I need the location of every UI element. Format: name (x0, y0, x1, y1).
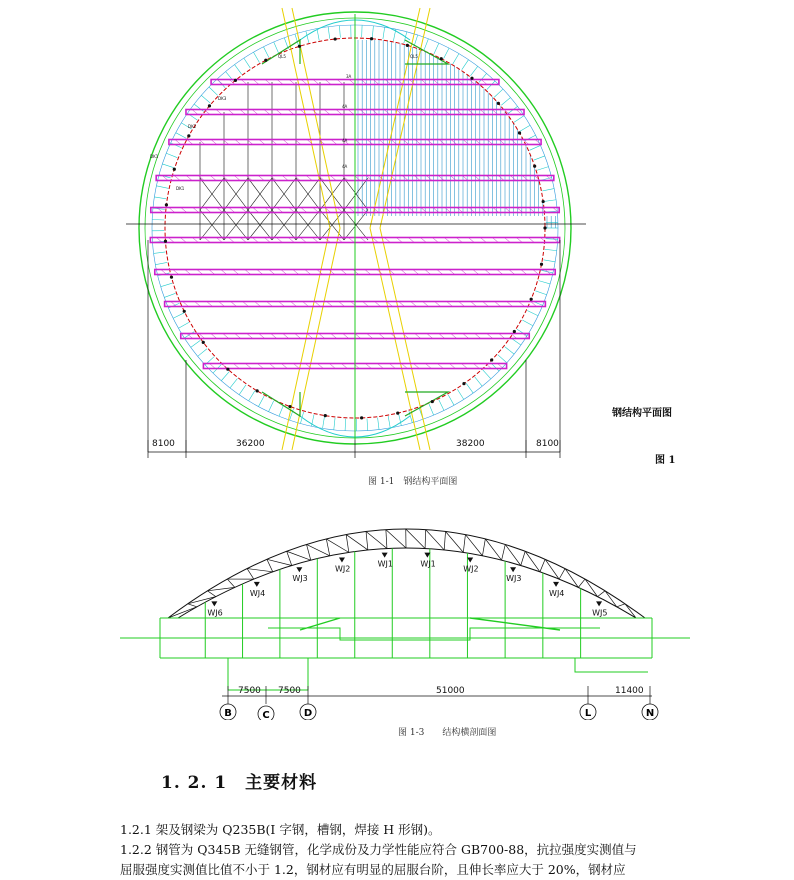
plan-caption: 图 1-1 钢结构平面图 (368, 474, 457, 487)
section-linework (120, 529, 690, 720)
truss-label: WJ6 (207, 608, 222, 617)
paragraph-3: 屈服强度实测值比值不小于 1.2，钢材应有明显的屈服台阶，且伸长率应大于 20%，钢材应 (120, 860, 790, 880)
svg-text:QL5: QL5 (410, 54, 418, 59)
truss-label: WJ5 (592, 608, 607, 617)
svg-text:3A: 3A (346, 74, 352, 79)
section-dimension-51000: 51000 (436, 686, 465, 696)
axis-label-d: D (304, 708, 312, 719)
svg-text:4A: 4A (342, 104, 348, 109)
section-heading: 1. 2. 1 主要材料 (161, 768, 317, 793)
section-dimension-labels (238, 686, 644, 696)
plan-title-label: 钢结构平面图 (612, 404, 672, 419)
truss-label: WJ1 (378, 560, 393, 569)
truss-label: WJ2 (463, 564, 478, 573)
svg-text:DK1: DK1 (176, 186, 185, 191)
paragraph-1: 1.2.1 架及钢梁为 Q235B(I 字钢，槽钢，焊接 H 形钢)。 (120, 820, 790, 840)
svg-text:DK3: DK3 (218, 96, 227, 101)
truss-label: WJ2 (335, 564, 350, 573)
axis-label-n: N (646, 708, 654, 719)
support-marker-icon (553, 582, 559, 587)
truss-label: WJ3 (506, 574, 521, 583)
paragraph-2: 1.2.2 钢管为 Q345B 无缝钢管，化学成份及力学性能应符合 GB700-88，抗拉强度实测值与 (120, 840, 790, 860)
structural-cross-section-drawing (0, 490, 794, 720)
support-marker-icon (382, 553, 388, 558)
svg-text:4A: 4A (342, 164, 348, 169)
svg-text:4A: 4A (342, 138, 348, 143)
plan-dimension-36200: 36200 (236, 439, 265, 449)
plan-dimension-8100-left: 8100 (152, 439, 175, 449)
section-dimension-7500-a: 7500 (238, 686, 261, 696)
axis-labels (224, 708, 654, 720)
support-marker-icon (211, 601, 217, 606)
plan-dimension-8100-right: 8100 (536, 439, 559, 449)
plan-linework (126, 8, 586, 458)
support-marker-icon (596, 601, 602, 606)
axis-label-l: L (585, 708, 592, 719)
axis-label-b: B (224, 708, 232, 719)
truss-label: WJ4 (250, 589, 265, 598)
truss-label: WJ1 (420, 560, 435, 569)
plan-figure-label: 图 1 (655, 451, 675, 466)
section-caption: 图 1-3 结构横剖面图 (398, 725, 496, 738)
svg-text:DK1: DK1 (150, 154, 159, 159)
svg-text:DK2: DK2 (188, 124, 197, 129)
truss-label: WJ4 (549, 589, 564, 598)
axis-label-c: C (262, 710, 269, 720)
section-dimension-7500-b: 7500 (278, 686, 301, 696)
plan-dimension-38200: 38200 (456, 439, 485, 449)
svg-text:QL5: QL5 (278, 54, 286, 59)
support-marker-icon (467, 557, 473, 562)
support-marker-icon (254, 582, 260, 587)
truss-label: WJ3 (292, 574, 307, 583)
support-marker-icon (510, 567, 516, 572)
section-dimension-11400: 11400 (615, 686, 644, 696)
support-marker-icon (339, 557, 345, 562)
support-marker-icon (296, 567, 302, 572)
